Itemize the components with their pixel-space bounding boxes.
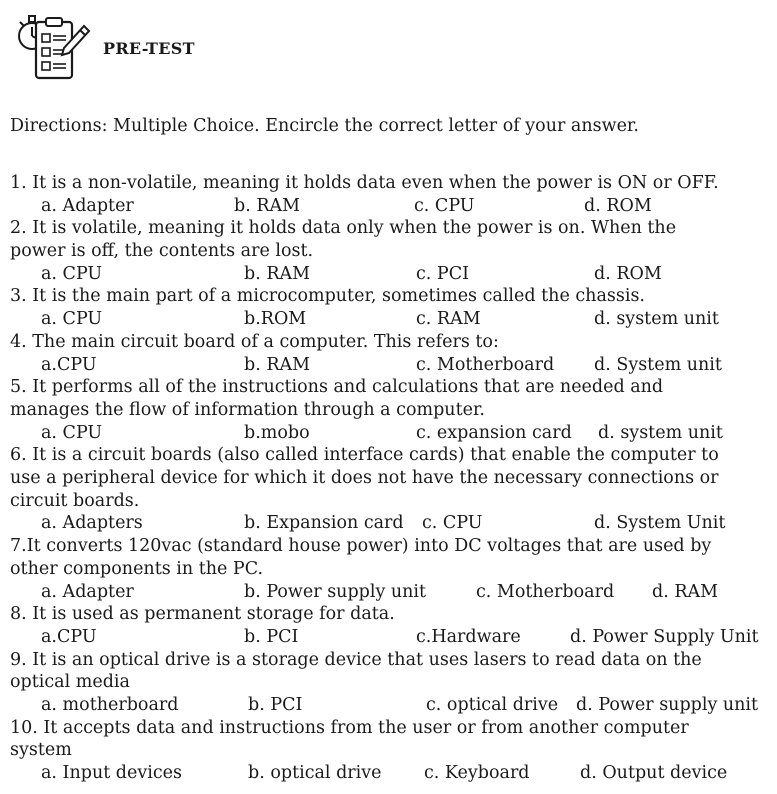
- choice-option[interactable]: d. ROM: [594, 263, 662, 284]
- question-2-stem: 2. It is volatile, meaning it holds data only when the power is on. When the: [10, 218, 677, 239]
- question-2-choices: [10, 263, 777, 286]
- question-7-stem: other components in the PC.: [10, 558, 264, 579]
- choice-option[interactable]: c. PCI: [416, 263, 470, 284]
- choice-option[interactable]: b.mobo: [244, 422, 310, 443]
- choice-option[interactable]: c. CPU: [414, 195, 475, 216]
- choice-option[interactable]: a. CPU: [41, 309, 103, 330]
- choice-option[interactable]: b. RAM: [234, 195, 301, 216]
- choice-option[interactable]: d. System Unit: [594, 513, 726, 534]
- choice-option[interactable]: b. PCI: [248, 695, 303, 716]
- choice-option[interactable]: c. optical drive: [426, 695, 559, 716]
- choice-option[interactable]: c. RAM: [416, 309, 481, 330]
- choice-option[interactable]: b. optical drive: [248, 763, 382, 784]
- choice-option[interactable]: b. RAM: [244, 263, 311, 284]
- choice-option[interactable]: d. Power supply unit: [576, 695, 759, 716]
- choice-option[interactable]: d. RAM: [652, 581, 719, 602]
- question-9-stem: 9. It is an optical drive is a storage device that uses lasers to read data on the: [10, 649, 702, 670]
- choice-option[interactable]: b. PCI: [244, 626, 299, 647]
- choice-option[interactable]: c.Hardware: [416, 626, 521, 647]
- choice-option[interactable]: a.CPU: [41, 626, 97, 647]
- choice-option[interactable]: b. Power supply unit: [244, 581, 427, 602]
- clipboard-checklist-icon: [14, 8, 94, 88]
- question-1-choices: [10, 195, 777, 218]
- question-8-choices: [10, 626, 777, 649]
- choice-option[interactable]: c. Keyboard: [424, 763, 530, 784]
- question-10-choices: [10, 762, 777, 785]
- question-6-choices: [10, 512, 777, 535]
- directions-text: Directions: Multiple Choice. Encircle the correct letter of your answer.: [10, 116, 639, 136]
- question-4-choices: [10, 354, 777, 377]
- choice-option[interactable]: d. Power Supply Unit: [570, 626, 759, 647]
- question-10-stem: 10. It accepts data and instructions from the user or from another computer: [10, 717, 689, 738]
- choice-option[interactable]: a. Adapters: [41, 513, 143, 534]
- choice-option[interactable]: c. Motherboard: [476, 581, 615, 602]
- question-7-choices: [10, 581, 777, 604]
- choice-option[interactable]: d. ROM: [584, 195, 652, 216]
- choice-option[interactable]: c. expansion card: [416, 422, 572, 443]
- choice-option[interactable]: d. System unit: [594, 354, 722, 375]
- question-2-stem: power is off, the contents are lost.: [10, 241, 314, 262]
- choice-option[interactable]: b. RAM: [244, 354, 311, 375]
- page-title: PRE-TEST: [103, 39, 195, 58]
- question-5-stem: 5. It performs all of the instructions and calculations that are needed and: [10, 377, 664, 398]
- choice-option[interactable]: a. Input devices: [41, 763, 182, 784]
- question-1-stem: 1. It is a non-volatile, meaning it holds data even when the power is ON or OFF.: [10, 173, 719, 193]
- question-4-stem: 4. The main circuit board of a computer. This refers to:: [10, 331, 499, 352]
- question-3-choices: [10, 308, 777, 331]
- question-6-stem: use a peripheral device for which it does not have the necessary connections or: [10, 468, 719, 489]
- choice-option[interactable]: a. CPU: [41, 263, 103, 284]
- question-7-stem: 7.It converts 120vac (standard house power) into DC voltages that are used by: [10, 536, 712, 557]
- choice-option[interactable]: b.ROM: [244, 309, 307, 330]
- choice-option[interactable]: a.CPU: [41, 354, 97, 375]
- page-header: [14, 8, 314, 88]
- question-9-stem: optical media: [10, 672, 130, 693]
- question-5-choices: [10, 422, 777, 445]
- question-10-stem: system: [10, 740, 72, 761]
- choice-option[interactable]: a. CPU: [41, 422, 103, 443]
- question-6-stem: 6. It is a circuit boards (also called interface cards) that enable the computer to: [10, 445, 719, 466]
- question-list: [10, 172, 777, 785]
- choice-option[interactable]: d. Output device: [580, 763, 728, 784]
- choice-option[interactable]: b. Expansion card: [244, 513, 404, 534]
- choice-option[interactable]: a. motherboard: [41, 695, 179, 716]
- question-6-stem: circuit boards.: [10, 490, 140, 511]
- choice-option[interactable]: c. Motherboard: [416, 354, 555, 375]
- choice-option[interactable]: a. Adapter: [41, 195, 134, 216]
- choice-option[interactable]: c. CPU: [422, 513, 483, 534]
- choice-option[interactable]: d. system unit: [594, 309, 719, 330]
- question-9-choices: [10, 694, 777, 717]
- question-8-stem: 8. It is used as permanent storage for data.: [10, 604, 395, 625]
- question-5-stem: manages the flow of information through a computer.: [10, 399, 485, 420]
- choice-option[interactable]: a. Adapter: [41, 581, 134, 602]
- choice-option[interactable]: d. system unit: [598, 422, 723, 443]
- question-3-stem: 3. It is the main part of a microcomputer, sometimes called the chassis.: [10, 286, 645, 307]
